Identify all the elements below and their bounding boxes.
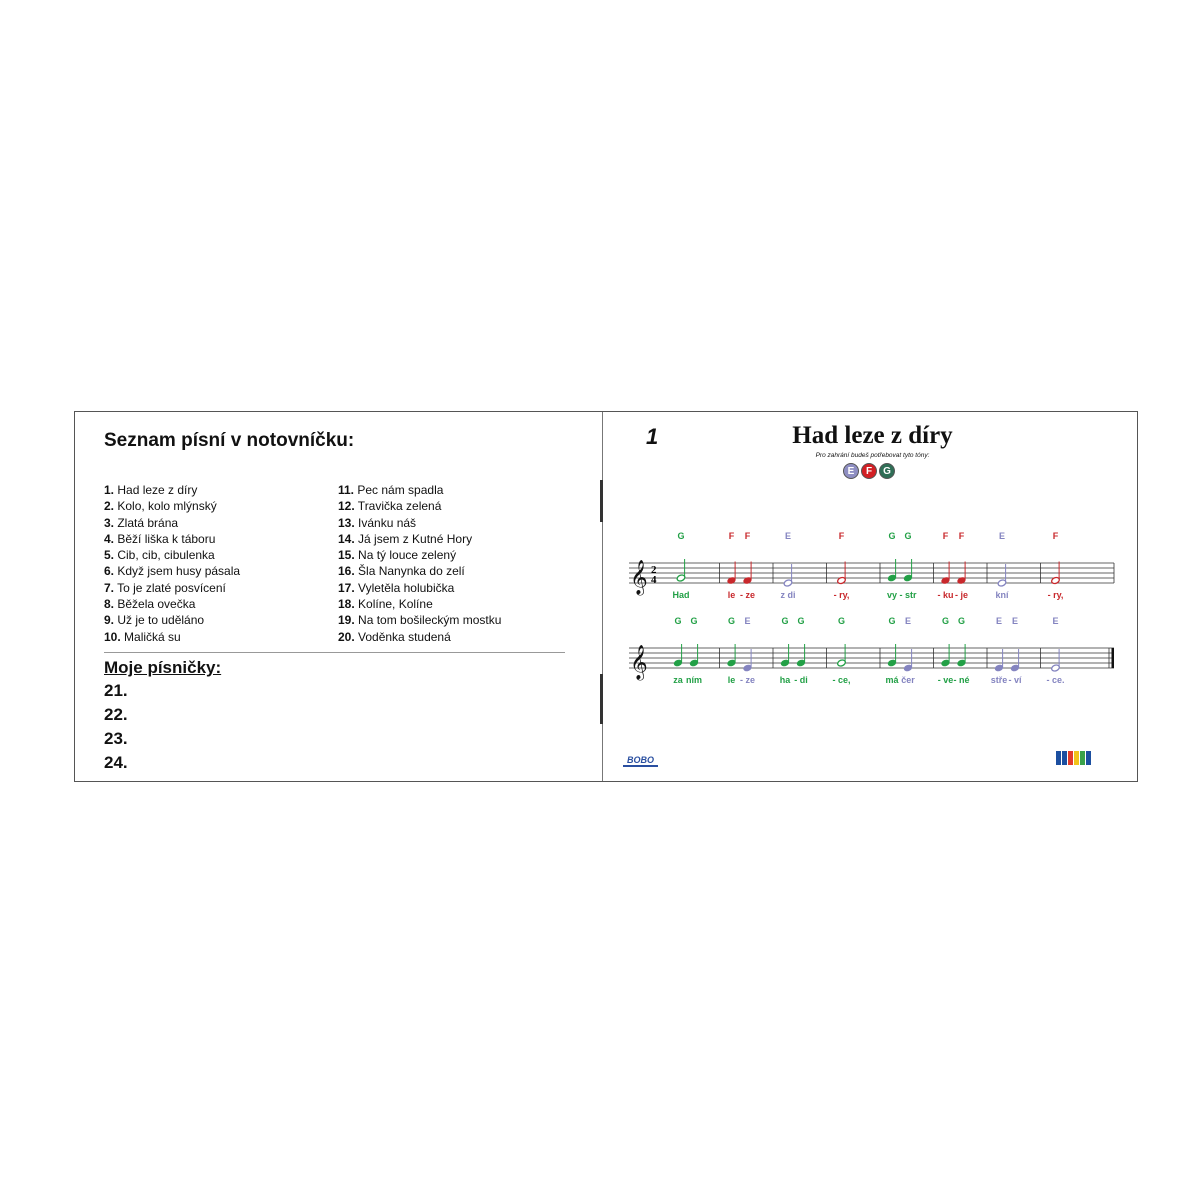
brand-logo-bar: [1074, 751, 1079, 765]
song-name: Maličká su: [120, 629, 181, 644]
song-name: Kolo, kolo mlýnský: [114, 499, 217, 514]
lyric-syllable: z di: [780, 590, 796, 600]
publisher-name: BOBO: [623, 755, 658, 767]
lyric-syllable: má: [885, 675, 899, 685]
song-name: Cib, cib, cibulenka: [114, 548, 215, 563]
lyric-syllable: - ce,: [832, 675, 851, 685]
song-number: 8.: [104, 597, 115, 612]
song-number: 1.: [104, 483, 115, 497]
song-name: Zlatá brána: [114, 515, 179, 530]
note-letter: E: [744, 616, 751, 626]
treble-clef-icon: 𝄞: [630, 560, 648, 595]
time-signature-top: 2: [651, 564, 657, 576]
lyric-syllable: le: [727, 675, 736, 685]
song-list-column-2: [338, 482, 501, 645]
song-name: Travička zelená: [354, 499, 442, 514]
song-number: 20.: [338, 629, 355, 644]
song-number: 17.: [338, 580, 355, 595]
song-number: 4.: [104, 531, 115, 546]
song-name: Voděnka studená: [354, 629, 451, 644]
lyric-syllable: - di: [794, 675, 808, 685]
song-list-item: [104, 612, 240, 628]
song-list-item: [104, 498, 240, 514]
song-list-item: [104, 580, 240, 596]
song-list-item: [104, 482, 240, 498]
song-name: Když jsem husy pásala: [114, 564, 241, 579]
note-letter: E: [784, 531, 792, 541]
song-list-item: [104, 515, 240, 531]
note-letter: G: [781, 616, 789, 626]
lyric-syllable: - str: [899, 590, 917, 600]
my-songs-title: Moje písničky:: [104, 658, 222, 677]
note-letter: G: [674, 616, 682, 626]
song-name: Na tom bošileckým mostku: [354, 613, 502, 628]
song-name: Na tý louce zelený: [354, 548, 457, 563]
my-song-slot: 22.: [104, 705, 128, 724]
song-list-item: [338, 515, 501, 531]
note-letter: F: [838, 531, 845, 541]
note-letter: F: [958, 531, 965, 541]
note-letter: F: [942, 531, 949, 541]
song-list-item: [338, 563, 501, 579]
brand-logo-bar: [1062, 751, 1067, 765]
note-letter: G: [690, 616, 698, 626]
note-letter: G: [797, 616, 805, 626]
lyric-syllable: ha: [779, 675, 791, 685]
brand-logo-bar: [1056, 751, 1061, 765]
tone-f: F: [861, 463, 877, 479]
brand-logo-bar: [1080, 751, 1085, 765]
lyric-syllable: kní: [995, 590, 1009, 600]
song-list-item: [104, 531, 240, 547]
song-list-item: [104, 563, 240, 579]
song-number: 5.: [104, 548, 115, 563]
note-letter: G: [888, 531, 896, 541]
lyric-syllable: - ry,: [833, 590, 850, 600]
song-name: Já jsem z Kutné Hory: [354, 531, 473, 546]
song-name: Vyletěla holubička: [354, 580, 455, 595]
note-letter: G: [888, 616, 896, 626]
my-song-slot: 23.: [104, 729, 128, 748]
song-number: 14.: [338, 531, 355, 546]
song-number: 12.: [338, 499, 355, 514]
note-letter: F: [1052, 531, 1059, 541]
note-letter: E: [995, 616, 1003, 626]
lyric-syllable: le: [727, 590, 736, 600]
song-number: 3.: [104, 515, 115, 530]
song-number: 16.: [338, 564, 355, 579]
lyric-syllable: - ku: [937, 590, 954, 600]
note-letter: E: [904, 616, 912, 626]
song-name: Pec nám spadla: [354, 483, 444, 497]
time-signature-bottom: 4: [651, 574, 657, 586]
page-number: 1: [646, 424, 659, 449]
note-letter: G: [677, 531, 685, 541]
songbook-spread: [74, 411, 1138, 782]
note-letter: G: [904, 531, 912, 541]
note-letter: G: [837, 616, 846, 626]
song-number: 19.: [338, 613, 355, 628]
brand-logo-bar: [1068, 751, 1073, 765]
divider: [104, 652, 565, 653]
song-name: Běžela ovečka: [114, 597, 196, 612]
final-bar-line-thick: [1112, 648, 1115, 668]
song-list-title: Seznam písní v notovníčku:: [104, 430, 355, 451]
song-list-item: [338, 531, 501, 547]
song-list-item: [338, 498, 501, 514]
song-list-column-1: [104, 482, 240, 645]
song-list-item: [104, 596, 240, 612]
tones-requirement: Pro zahrání budeš potřebovat tyto tóny:: [815, 452, 930, 459]
song-title: Had leze z díry: [792, 422, 953, 449]
treble-clef-icon: 𝄞: [630, 645, 648, 680]
song-list-item: [338, 612, 501, 628]
song-number: 9.: [104, 613, 115, 628]
song-list-item: [104, 547, 240, 563]
note-letter: G: [727, 616, 736, 626]
song-name: Kolíne, Kolíne: [354, 597, 433, 612]
song-number: 13.: [338, 515, 355, 530]
song-list-item: [104, 629, 240, 645]
lyric-syllable: - ve: [937, 675, 954, 685]
song-list-item: [338, 596, 501, 612]
my-song-slot: 21.: [104, 681, 128, 700]
lyric-syllable: čer: [901, 675, 915, 685]
brand-logo: [1056, 751, 1091, 765]
lyric-syllable: vy: [886, 590, 898, 600]
lyric-syllable: - ry,: [1047, 590, 1064, 600]
song-number: 11.: [338, 483, 355, 497]
song-number: 7.: [104, 580, 115, 595]
song-number: 2.: [104, 499, 115, 514]
song-number: 10.: [104, 629, 121, 644]
song-list-item: [338, 580, 501, 596]
my-songs-list: [104, 679, 128, 775]
song-name: Šla Nanynka do zelí: [354, 564, 465, 579]
lyric-syllable: ním: [685, 675, 703, 685]
song-name: Už je to uděláno: [114, 613, 205, 628]
tone-g: G: [879, 463, 895, 479]
my-song-slot: 24.: [104, 753, 128, 772]
lyric-syllable: - né: [953, 675, 970, 685]
tone-e: E: [843, 463, 859, 479]
song-name: To je zlaté posvícení: [114, 580, 226, 595]
song-number: 18.: [338, 597, 355, 612]
note-letter: G: [957, 616, 966, 626]
song-name: Had leze z díry: [114, 483, 198, 497]
song-list-item: [338, 482, 501, 498]
lyric-syllable: za: [673, 675, 683, 685]
note-letter: F: [744, 531, 751, 541]
note-letter: E: [998, 531, 1006, 541]
lyric-syllable: - ví: [1008, 675, 1022, 685]
song-name: Ivánku náš: [354, 515, 417, 530]
brand-logo-bar: [1086, 751, 1091, 765]
song-number: 15.: [338, 548, 355, 563]
music-score: [602, 412, 1137, 742]
song-list-item: [338, 547, 501, 563]
lyric-syllable: Had: [672, 590, 690, 600]
note-letter: F: [728, 531, 735, 541]
note-letter: G: [941, 616, 950, 626]
lyric-syllable: - ce.: [1046, 675, 1065, 685]
lyric-syllable: - ze: [739, 675, 756, 685]
lyric-syllable: - je: [954, 590, 969, 600]
lyric-syllable: - ze: [739, 590, 756, 600]
song-list-item: [338, 629, 501, 645]
note-letter: E: [1052, 616, 1059, 626]
lyric-syllable: stře: [990, 675, 1008, 685]
song-name: Běží liška k táboru: [114, 531, 216, 546]
publisher-logo: [623, 755, 658, 765]
song-number: 6.: [104, 564, 115, 579]
note-letter: E: [1011, 616, 1019, 626]
